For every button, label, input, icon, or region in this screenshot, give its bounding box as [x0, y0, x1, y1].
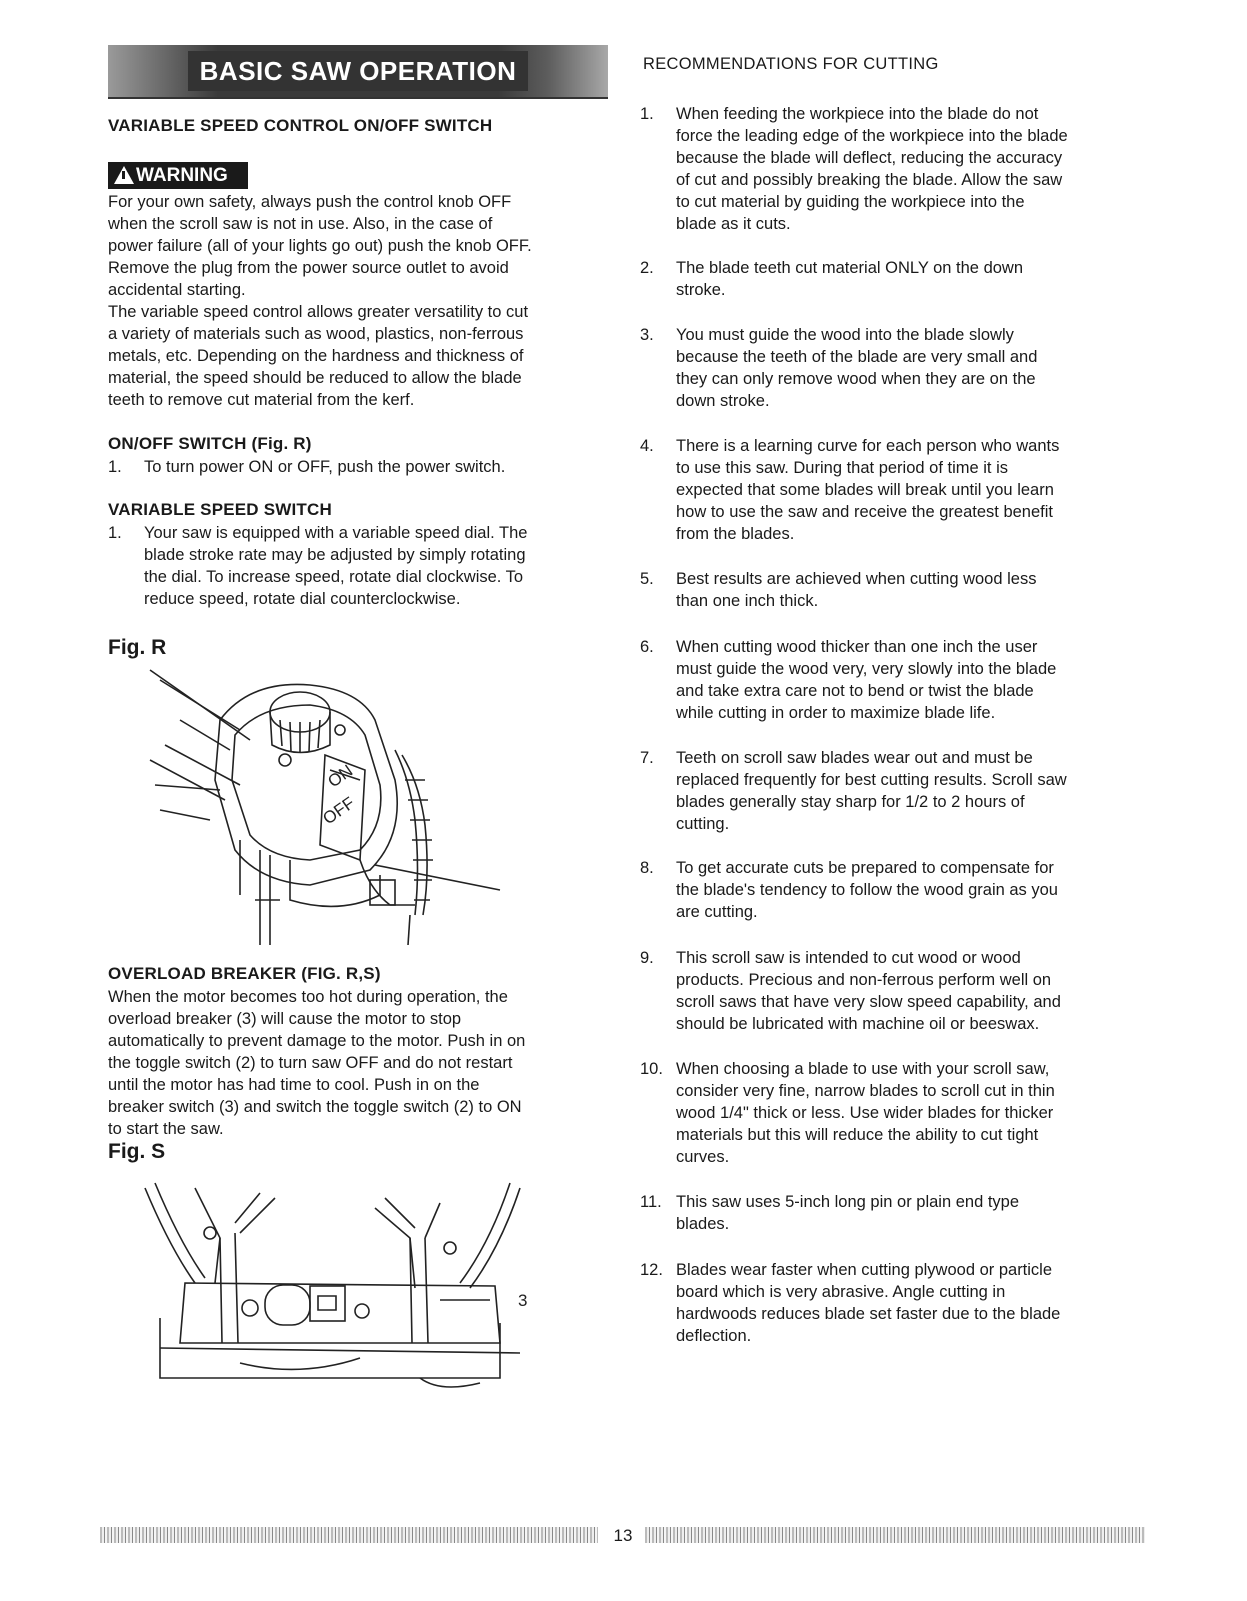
item-line: must guide the wood very, very slowly into the blade: [676, 660, 1057, 678]
item-number: 2.: [640, 259, 654, 277]
item-number: 12.: [640, 1261, 663, 1279]
item-number: 6.: [640, 638, 654, 656]
recommendation-item: [640, 1191, 1120, 1235]
item-line: materials but this will reduce the ability to cut tight: [676, 1126, 1039, 1144]
fig-r-off-text: OFF: [319, 793, 359, 829]
heading-onoff-switch: ON/OFF SWITCH (Fig. R): [108, 434, 312, 453]
item-line: hardwoods reduces blade set faster due to the blade: [676, 1305, 1061, 1323]
item-text: [676, 568, 1126, 612]
item-number: 3.: [640, 326, 654, 344]
footer-band-left: [100, 1527, 598, 1543]
item-number: 11.: [640, 1193, 662, 1211]
heading-recommendations: RECOMMENDATIONS FOR CUTTING: [643, 55, 939, 73]
item-line: to use this saw. During that period of time it is: [676, 459, 1008, 477]
warning-line: when the scroll saw is not in use. Also, in the case of: [108, 215, 493, 233]
warning-line: power failure (all of your lights go out) push the knob OFF.: [108, 237, 532, 255]
fig-s-label: Fig. S: [108, 1140, 166, 1163]
item-line: stroke.: [676, 281, 726, 299]
page-number: 13: [613, 1526, 633, 1545]
item-line: expected that some blades will break until you learn: [676, 481, 1054, 499]
item-line: When cutting wood thicker than one inch the user: [676, 638, 1038, 656]
item-text: [676, 947, 1126, 1035]
item-text: [676, 636, 1126, 724]
item-number: 4.: [640, 437, 654, 455]
speed-line: metals, etc. Depending on the hardness and thickness of: [108, 347, 524, 365]
item-number: 10.: [640, 1060, 663, 1078]
recommendation-item: [640, 1259, 1120, 1347]
item-text: [676, 747, 1126, 835]
variable-step-number: 1.: [108, 524, 122, 542]
overload-line: overload breaker (3) will cause the motor to stop: [108, 1010, 462, 1028]
item-line: while cutting in order to maximize blade life.: [676, 704, 996, 722]
item-text: [676, 435, 1126, 545]
item-line: consider very fine, narrow blades to scroll cut in thin: [676, 1082, 1055, 1100]
speed-line: The variable speed control allows greater versatility to cut: [108, 303, 529, 321]
item-number: 9.: [640, 949, 654, 967]
item-line: the blade's tendency to follow the wood grain as you: [676, 881, 1058, 899]
item-line: should be lubricated with machine oil or beeswax.: [676, 1015, 1040, 1033]
variable-speed-paragraph: [108, 301, 628, 411]
overload-line: until the motor has had time to cool. Push in on the: [108, 1076, 480, 1094]
fig-s-breaker-illustration: [140, 1178, 540, 1398]
item-line: and take extra care not to bend or twist the blade: [676, 682, 1034, 700]
item-text: [676, 1191, 1126, 1235]
variable-line: Your saw is equipped with a variable speed dial. The: [144, 524, 528, 542]
onoff-step-number: 1.: [108, 458, 122, 476]
section-banner: [108, 45, 608, 99]
item-line: how to use the saw and receive the greatest benefit: [676, 503, 1053, 521]
item-line: from the blades.: [676, 525, 795, 543]
recommendation-item: [640, 857, 1120, 923]
speed-line: teeth to remove cut material from the kerf.: [108, 391, 415, 409]
exclamation-mark-icon: [122, 171, 125, 179]
fig-s-callout-3: 3: [518, 1291, 528, 1310]
item-line: to cut material by guiding the workpiece into the: [676, 193, 1025, 211]
item-number: 8.: [640, 859, 654, 877]
overload-paragraph: [108, 986, 628, 1140]
overload-line: automatically to prevent damage to the motor. Push in on: [108, 1032, 526, 1050]
item-line: This saw uses 5-inch long pin or plain end type: [676, 1193, 1020, 1211]
item-line: force the leading edge of the workpiece into the blade: [676, 127, 1068, 145]
footer-band-right: [645, 1527, 1145, 1543]
item-line: replaced frequently for best cutting results. Scroll saw: [676, 771, 1067, 789]
item-line: they can only remove wood when they are on the: [676, 370, 1036, 388]
item-line: than one inch thick.: [676, 592, 819, 610]
recommendation-item: [640, 1058, 1120, 1168]
variable-line: the dial. To increase speed, rotate dial clockwise. To: [144, 568, 524, 586]
recommendation-item: [640, 747, 1120, 835]
warning-label: WARNING: [136, 165, 228, 186]
item-line: blades generally stay sharp for 1/2 to 2 hours of: [676, 793, 1025, 811]
recommendation-item: [640, 636, 1120, 724]
item-number: 5.: [640, 570, 654, 588]
item-line: products. Precious and non-ferrous perform well on: [676, 971, 1052, 989]
item-line: because the teeth of the blade are very small and: [676, 348, 1038, 366]
warning-badge: [108, 162, 248, 189]
item-line: are cutting.: [676, 903, 758, 921]
recommendation-item: [640, 947, 1120, 1035]
item-line: deflection.: [676, 1327, 752, 1345]
item-line: board which is very abrasive. Angle cutting in: [676, 1283, 1006, 1301]
item-text: [676, 1259, 1126, 1347]
variable-line: blade stroke rate may be adjusted by simply rotating: [144, 546, 526, 564]
item-line: You must guide the wood into the blade slowly: [676, 326, 1014, 344]
item-line: of cut and possibly breaking the blade. Allow the saw: [676, 171, 1063, 189]
item-line: because the blade will deflect, reducing the accuracy: [676, 149, 1063, 167]
warning-line: accidental starting.: [108, 281, 246, 299]
item-line: When feeding the workpiece into the blade do not: [676, 105, 1039, 123]
item-number: 7.: [640, 749, 654, 767]
item-line: When choosing a blade to use with your scroll saw,: [676, 1060, 1050, 1078]
recommendation-item: [640, 435, 1120, 545]
warning-paragraph: [108, 191, 628, 301]
variable-line: reduce speed, rotate dial counterclockwise.: [144, 590, 461, 608]
fig-r-label: Fig. R: [108, 636, 167, 659]
overload-line: to start the saw.: [108, 1120, 224, 1138]
speed-line: material, the speed should be reduced to allow the blade: [108, 369, 522, 387]
variable-step-text: [144, 522, 614, 610]
warning-line: For your own safety, always push the control knob OFF: [108, 193, 512, 211]
item-line: wood 1/4" thick or less. Use wider blades for thicker: [676, 1104, 1054, 1122]
item-number: 1.: [640, 105, 654, 123]
item-line: down stroke.: [676, 392, 770, 410]
recommendation-item: [640, 324, 1120, 412]
heading-variable-speed-switch: VARIABLE SPEED SWITCH: [108, 500, 332, 519]
heading-overload-breaker: OVERLOAD BREAKER (FIG. R,S): [108, 964, 381, 983]
overload-line: the toggle switch (2) to turn saw OFF and do not restart: [108, 1054, 513, 1072]
item-line: curves.: [676, 1148, 730, 1166]
heading-variable-speed-control: VARIABLE SPEED CONTROL ON/OFF SWITCH: [108, 116, 493, 135]
banner-title-box: [188, 51, 528, 91]
item-line: To get accurate cuts be prepared to compensate for: [676, 859, 1054, 877]
item-text: [676, 324, 1126, 412]
item-line: The blade teeth cut material ONLY on the down: [676, 259, 1024, 277]
item-text: [676, 857, 1126, 923]
recommendation-item: [640, 257, 1120, 301]
speed-line: a variety of materials such as wood, plastics, non-ferrous: [108, 325, 524, 343]
item-line: scroll saws that have very slow speed capability, and: [676, 993, 1061, 1011]
overload-line: breaker switch (3) and switch the toggle switch (2) to ON: [108, 1098, 522, 1116]
item-line: There is a learning curve for each person who wants: [676, 437, 1060, 455]
item-line: Blades wear faster when cutting plywood or particle: [676, 1261, 1053, 1279]
item-line: cutting.: [676, 815, 730, 833]
recommendation-item: [640, 568, 1120, 612]
item-line: Best results are achieved when cutting wood less: [676, 570, 1037, 588]
overload-line: When the motor becomes too hot during operation, the: [108, 988, 508, 1006]
banner-title: BASIC SAW OPERATION: [199, 56, 517, 86]
item-text: [676, 257, 1126, 301]
item-line: Teeth on scroll saw blades wear out and must be: [676, 749, 1033, 767]
fig-r-switch-illustration: [140, 660, 520, 955]
warning-line: Remove the plug from the power source outlet to avoid: [108, 259, 509, 277]
recommendation-item: [640, 103, 1120, 235]
item-text: [676, 1058, 1126, 1168]
onoff-step-text: To turn power ON or OFF, push the power switch.: [144, 458, 506, 476]
item-line: blade as it cuts.: [676, 215, 791, 233]
item-line: blades.: [676, 1215, 730, 1233]
fig-r-on-text: ON: [324, 761, 357, 792]
item-text: [676, 103, 1126, 235]
item-line: This scroll saw is intended to cut wood or wood: [676, 949, 1021, 967]
